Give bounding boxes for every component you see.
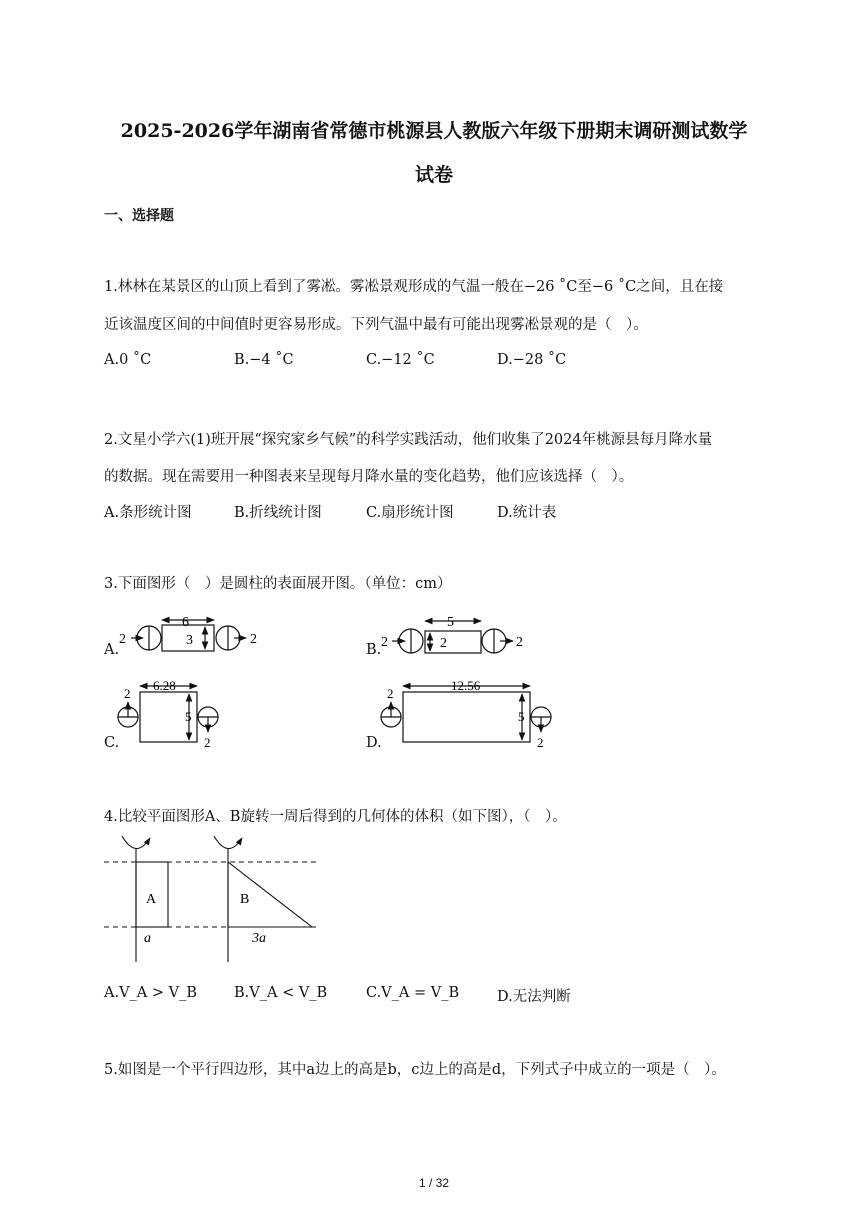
question-5-line1: 5.如图是一个平行四边形，其中a边上的高是b，c边上的高是d，下列式子中成立的一项是（ ）。	[104, 1062, 726, 1078]
fig-b-left-label: 2	[381, 635, 388, 650]
fig-c-top-label: 6.28	[153, 678, 176, 693]
page-number: 1 / 32	[418, 1176, 450, 1190]
question-1-line2: 近该温度区间的中间值时更容易形成。下列气温中最有可能出现雾凇景观的是（ ）。	[104, 317, 648, 333]
q1-option-b[interactable]: B.−4 ˚C	[234, 352, 294, 368]
fig-b-side-label: 2	[440, 636, 447, 651]
q2-option-b[interactable]: B.折线统计图	[234, 505, 322, 521]
q3-option-c[interactable]: C.	[104, 735, 120, 751]
q2-option-a[interactable]: A.条形统计图	[104, 505, 192, 521]
fig-c-right-label: 2	[204, 735, 211, 750]
q1-option-d[interactable]: D.−28 ˚C	[497, 352, 567, 368]
question-1-line1: 1.林林在某景区的山顶上看到了雾凇。雾凇景观形成的气温一般在−26 ˚C至−6 ˚C之间，且在接	[104, 279, 724, 295]
question-4-line1: 4.比较平面图形A、B旋转一周后得到的几何体的体积（如下图），（ ）。	[104, 809, 567, 825]
rotation-figure	[104, 836, 318, 962]
fig-a-top-label: 6	[182, 615, 189, 630]
triangle-b-label: B	[240, 892, 250, 907]
q1-option-c[interactable]: C.−12 ˚C	[366, 352, 435, 368]
question-3-line1: 3.下面图形（ ）是圆柱的表面展开图。（单位：cm）	[104, 576, 452, 592]
fig-a-left-label: 2	[119, 632, 126, 647]
fig-c-left-label: 2	[124, 686, 131, 701]
fig-d-side-label: 5	[518, 709, 525, 724]
fig-d-top-label: 12.56	[451, 678, 481, 693]
question-2-line1: 2.文星小学六(1)班开展“探究家乡气候”的科学实践活动，他们收集了2024年桃源县每月降水量	[104, 432, 713, 448]
rect-a-width-label: a	[144, 931, 151, 946]
q4-option-b[interactable]: B.V_A < V_B	[234, 985, 328, 1001]
fig-b-right-label: 2	[516, 635, 523, 650]
q3-option-d[interactable]: D.	[366, 735, 382, 751]
triangle-b-base-label: 3a	[252, 931, 266, 946]
q3-option-a[interactable]: A.	[104, 642, 120, 658]
fig-a-right-label: 2	[250, 632, 257, 647]
fig-d-left-label: 2	[387, 686, 394, 701]
q3-option-b[interactable]: B.	[366, 642, 382, 658]
fig-c-side-label: 5	[185, 709, 192, 724]
net-figure-d	[381, 686, 551, 742]
fig-b-top-label: 5	[447, 615, 454, 630]
net-figure-c	[118, 686, 218, 742]
document-title-line1: 2025-2026学年湖南省常德市桃源县人教版六年级下册期末调研测试数学	[120, 120, 748, 142]
q2-option-d[interactable]: D.统计表	[497, 505, 557, 521]
document-title-line2: 试卷	[414, 164, 453, 186]
q4-option-d[interactable]: D.无法判断	[497, 989, 571, 1005]
q4-option-c[interactable]: C.V_A = V_B	[366, 985, 460, 1001]
q2-option-c[interactable]: C.扇形统计图	[366, 505, 454, 521]
fig-a-side-label: 3	[186, 633, 193, 648]
fig-d-right-label: 2	[537, 735, 544, 750]
section-heading: 一、选择题	[104, 208, 174, 224]
rect-a-label: A	[146, 892, 157, 907]
question-2-line2: 的数据。现在需要用一种图表来呈现每月降水量的变化趋势，他们应该选择（ ）。	[104, 469, 634, 485]
q4-option-a[interactable]: A.V_A > V_B	[104, 985, 198, 1001]
q1-option-a[interactable]: A.0 ˚C	[104, 352, 152, 368]
